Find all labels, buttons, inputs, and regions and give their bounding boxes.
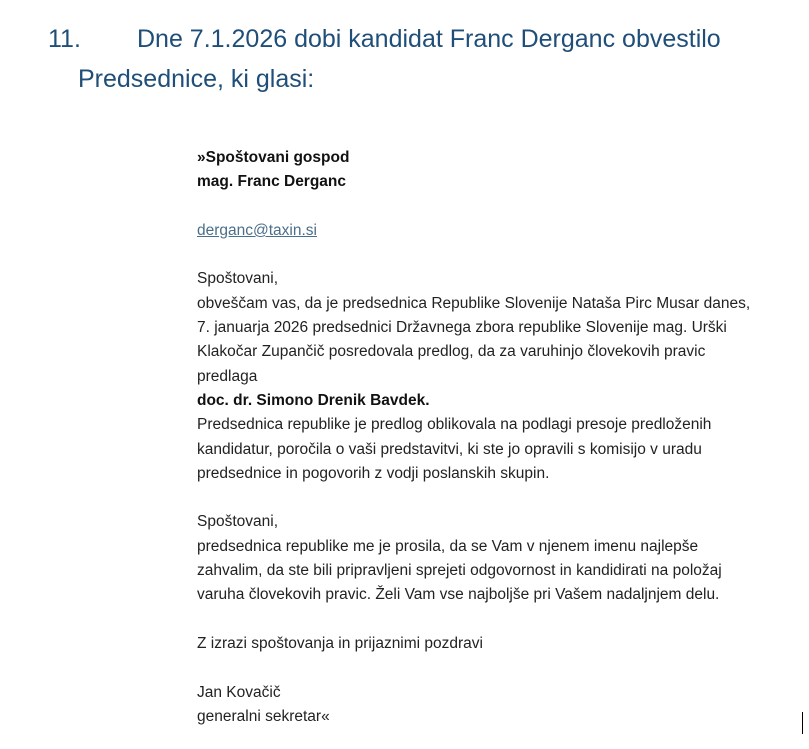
letter-paragraph-1-line: obveščam vas, da je predsednica Republike Slovenije Nataša Pirc Musar danes, [197, 294, 751, 312]
spacer [197, 608, 797, 632]
letter-paragraph-1-line: Spoštovani, [197, 270, 278, 288]
letter-paragraph-2-line: predsednica republike me je prosila, da se Vam v njenem imenu najlepše [197, 537, 699, 555]
nominee-name: doc. dr. Simono Drenik Bavdek. [197, 391, 430, 409]
letter-closing: Z izrazi spoštovanja in prijaznimi pozdravi [197, 634, 484, 652]
section-heading-line-2: Predsednice, ki glasi: [78, 65, 315, 93]
letter-paragraph-1-line: kandidatur, poročila o vaši predstavitvi, ki ste jo opravili s komisijo v uradu [197, 440, 702, 458]
letter-paragraph-2-line: zahvalim, da ste bili pripravljeni sprejeti odgovornost in kandidirati na položaj [197, 562, 722, 580]
letter-paragraph-1-line: predlaga [197, 367, 258, 385]
letter-paragraph-2-line: varuha človekovih pravic. Želi Vam vse najboljše pri Vašem nadaljnjem delu. [197, 586, 720, 604]
signer-title: generalni sekretar« [197, 707, 330, 725]
letter-paragraph-1-line: Predsednica republike je predlog oblikovala na podlagi presoje predloženih [197, 416, 712, 434]
letter-salutation-line-2: mag. Franc Derganc [197, 173, 347, 191]
letter-paragraph-1-line: predsednice in pogovorih z vodji poslanskih skupin. [197, 464, 550, 482]
spacer [197, 195, 797, 219]
letter-paragraph-1-line: Klakočar Zupančič posredovala predlog, da za varuhinjo človekovih pravic [197, 343, 706, 361]
spacer [197, 486, 797, 510]
email-link[interactable]: derganc@taxin.si [197, 221, 317, 239]
letter-salutation-line-1: »Spoštovani gospod [197, 149, 350, 166]
signer-name: Jan Kovačič [197, 683, 281, 701]
letter-paragraph-1-line: 7. januarja 2026 predsednici Državnega zbora republike Slovenije mag. Urški [197, 319, 727, 337]
spacer [197, 243, 797, 267]
spacer [197, 656, 797, 680]
letter-paragraph-2-line: Spoštovani, [197, 513, 278, 531]
section-number: 11. [48, 25, 81, 53]
text-cursor [802, 712, 803, 734]
quoted-letter [197, 146, 797, 729]
section-heading-line-1: Dne 7.1.2026 dobi kandidat Franc Derganc obvestilo [137, 25, 721, 53]
